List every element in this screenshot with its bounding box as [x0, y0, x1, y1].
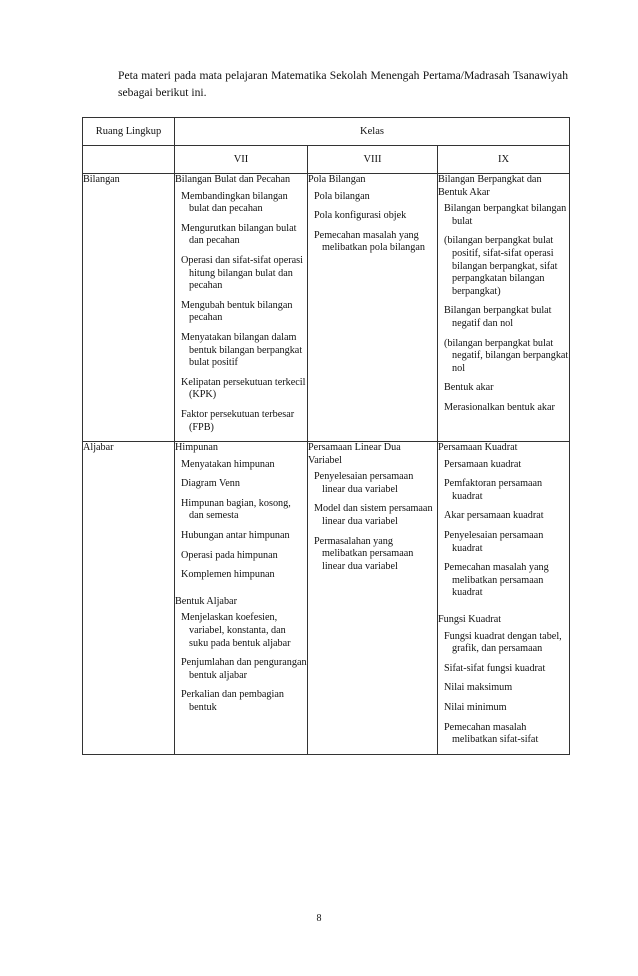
list-item: Faktor persekutuan terbesar (FPB) — [181, 408, 295, 433]
list-item: Pemecahan masalah yang melibatkan pola bilangan — [314, 229, 425, 254]
topic-item-list — [181, 191, 307, 435]
grade-vii-cell — [175, 442, 308, 755]
topic-item-list — [314, 191, 437, 255]
list-item: Penjumlahan dan pengurangan bentuk aljabar — [181, 657, 307, 681]
topic-title: Persamaan Linear Dua Variabel — [308, 442, 401, 466]
list-item: Penyelesaian persamaan kuadrat — [444, 530, 544, 554]
grade-ix-cell — [438, 174, 570, 442]
grade-row — [83, 146, 570, 174]
material-map-table — [82, 117, 570, 755]
list-item: Model dan sistem persamaan linear dua variabel — [314, 503, 433, 528]
header-grade-viii: VIII — [308, 146, 438, 174]
topic-title: Persamaan Kuadrat — [438, 442, 518, 454]
grade-vii-cell — [175, 174, 308, 442]
topic-title: Fungsi Kuadrat — [438, 614, 502, 626]
list-item: Perkalian dan pembagian bentuk — [181, 689, 284, 713]
list-item: Kelipatan persekutuan terkecil (KPK) — [181, 376, 306, 401]
topic-title: Bilangan Bulat dan Pecahan — [175, 174, 291, 185]
header-row — [83, 118, 570, 146]
list-item: Menjelaskan koefesien, variabel, konstanta, dan suku pada bentuk aljabar — [181, 612, 291, 649]
header-grade-vii: VII — [175, 146, 308, 174]
list-item: Merasionalkan bentuk akar — [444, 401, 555, 413]
topic-item-list — [314, 471, 437, 573]
topic-title: Pola Bilangan — [308, 174, 366, 185]
list-item: Nilai minimum — [444, 702, 507, 713]
header-grade-ix: IX — [438, 146, 570, 174]
list-item: Bilangan berpangkat bulat negatif dan nol — [444, 305, 552, 329]
list-item: Komplemen himpunan — [181, 569, 275, 581]
list-item: Bentuk akar — [444, 382, 494, 394]
area-cell: Aljabar — [83, 442, 175, 755]
list-item: Menyatakan himpunan — [181, 458, 275, 470]
list-item: Bilangan berpangkat bilangan bulat — [444, 203, 567, 227]
list-item: Fungsi kuadrat dengan tabel, grafik, dan persamaan — [444, 630, 562, 655]
list-item: Pola bilangan — [314, 190, 370, 202]
list-item: Pemecahan masalah melibatkan sifat-sifat — [444, 721, 539, 746]
list-item: Menyatakan bilangan dalam bentuk bilangan berpangkat bulat positif — [181, 331, 303, 369]
topic-item-list — [444, 459, 569, 600]
table-row — [83, 442, 570, 755]
list-item: Mengurutkan bilangan bulat dan pecahan — [181, 222, 297, 247]
list-item: Penyelesaian persamaan linear dua variabel — [314, 471, 414, 495]
list-item: Nilai maksimum — [444, 682, 513, 694]
topic-item-list — [181, 459, 307, 582]
list-item: Diagram Venn — [181, 478, 240, 490]
list-item: Persamaan kuadrat — [444, 458, 522, 470]
topic-title: Himpunan — [175, 442, 219, 454]
grade-ix-cell — [438, 442, 570, 755]
topic-item-list — [444, 203, 569, 414]
topic-title: Bilangan Berpangkat dan Bentuk Akar — [438, 174, 542, 198]
page-number: 8 — [316, 913, 322, 924]
header-ruang-lingkup: Ruang Lingkup — [83, 118, 175, 146]
intro-paragraph: Peta materi pada mata pelajaran Matematika Sekolah Menengah Pertama/Madrasah Tsanawiyah sebagai berikut ini. — [118, 69, 568, 99]
list-item: Pemecahan masalah yang melibatkan persamaan kuadrat — [444, 562, 549, 599]
grade-viii-cell — [308, 442, 438, 755]
list-item: (bilangan berpangkat bulat positif, sifat-sifat operasi bilangan berpangkat, sifat perpangkatan bilangan berpangkat) — [444, 235, 558, 297]
list-item: Membandingkan bilangan bulat dan pecahan — [181, 190, 288, 215]
list-item: Permasalahan yang melibatkan persamaan linear dua variabel — [314, 535, 414, 572]
topic-item-list — [181, 612, 307, 714]
list-item: Operasi dan sifat-sifat operasi hitung bilangan bulat dan pecahan — [181, 254, 303, 292]
topic-title: Bentuk Aljabar — [175, 595, 237, 607]
area-cell: Bilangan — [83, 174, 175, 442]
header-empty — [83, 146, 175, 174]
table-body — [83, 174, 570, 755]
list-item: (bilangan berpangkat bulat negatif, bilangan berpangkat nol — [444, 337, 569, 374]
list-item: Operasi pada himpunan — [181, 549, 278, 561]
list-item: Hubungan antar himpunan — [181, 530, 290, 542]
list-item: Akar persamaan kuadrat — [444, 510, 544, 522]
list-item: Sifat-sifat fungsi kuadrat — [444, 662, 546, 674]
list-item: Mengubah bentuk bilangan pecahan — [181, 299, 293, 324]
topic-item-list — [444, 631, 569, 747]
table-row — [83, 174, 570, 442]
list-item: Pola konfigurasi objek — [314, 210, 407, 222]
header-kelas: Kelas — [175, 118, 570, 146]
list-item: Pemfaktoran persamaan kuadrat — [444, 478, 543, 502]
grade-viii-cell — [308, 174, 438, 442]
list-item: Himpunan bagian, kosong, dan semesta — [181, 497, 291, 522]
